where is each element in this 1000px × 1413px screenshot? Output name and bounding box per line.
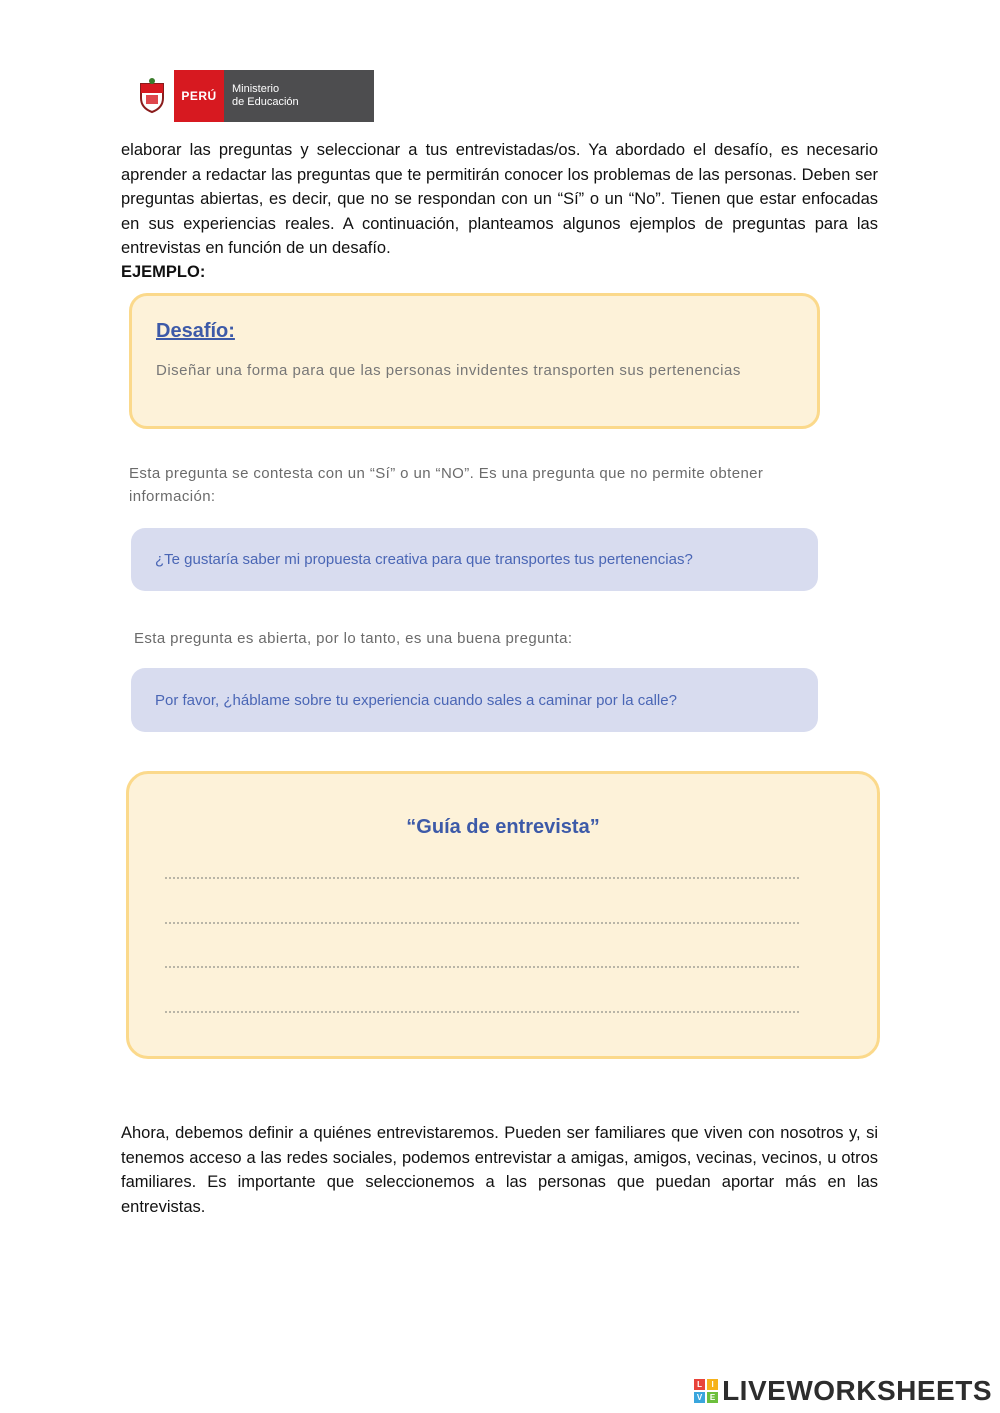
liveworksheets-logo-icon xyxy=(694,1379,718,1403)
answer-line-3[interactable] xyxy=(165,966,799,968)
logo-block-v: V xyxy=(694,1392,705,1403)
closing-paragraph: Ahora, debemos definir a quiénes entrevistaremos. Pueden ser familiares que viven con nosotros y, si tenemos acceso a las redes sociales, podemos entrevistar a amigas, amigos, vecinas, vecinos, u otros familiares. Es importante que seleccionemos a las personas que puedan aportar más en las entrevistas. xyxy=(121,1124,878,1216)
open-question-note: Esta pregunta es abierta, por lo tanto, es una buena pregunta: xyxy=(134,630,573,647)
example-label: EJEMPLO: xyxy=(121,263,206,281)
country-label: PERÚ xyxy=(174,70,224,122)
closed-question-card xyxy=(131,528,818,591)
ministry-line-1: Ministerio xyxy=(232,83,280,95)
open-question-card xyxy=(131,668,818,732)
ministry-line-2: de Educación xyxy=(232,96,299,108)
interview-guide-card xyxy=(126,771,880,1059)
challenge-title: Desafío: xyxy=(156,320,235,342)
liveworksheets-watermark xyxy=(694,1375,992,1407)
open-question-text: Por favor, ¿háblame sobre tu experiencia cuando sales a caminar por la calle? xyxy=(155,691,677,709)
challenge-card xyxy=(129,293,820,429)
coat-of-arms-icon xyxy=(130,70,174,122)
answer-line-4[interactable] xyxy=(165,1011,799,1013)
closed-question-text: ¿Te gustaría saber mi propuesta creativa para que transportes tus pertenencias? xyxy=(155,551,693,568)
logo-block-e: E xyxy=(707,1392,718,1403)
ministry-logo xyxy=(130,70,374,122)
answer-line-1[interactable] xyxy=(165,877,799,879)
intro-paragraph: elaborar las preguntas y seleccionar a tus entrevistadas/os. Ya abordado el desafío, es necesario aprender a redactar las preguntas que te permitirán conocer los problemas de las personas. Deben ser preguntas abiertas, es decir, que no se respondan con un “Sí” o un “No”. Tienen que estar enfocadas en sus experiencias reales. A continuación, planteamos algunos ejemplos de preguntas para las entrevistas en función de un desafío. xyxy=(121,141,878,257)
ministry-label xyxy=(224,70,374,122)
closed-question-note: Esta pregunta se contesta con un “Sí” o un “NO”. Es una pregunta que no permite obtener información: xyxy=(129,465,764,505)
liveworksheets-wordmark: LIVEWORKSHEETS xyxy=(722,1375,992,1406)
answer-line-2[interactable] xyxy=(165,922,799,924)
logo-block-i: I xyxy=(707,1379,718,1390)
interview-guide-title: “Guía de entrevista” xyxy=(406,816,600,838)
challenge-body: Diseñar una forma para que las personas invidentes transporten sus pertenencias xyxy=(156,362,741,379)
logo-block-l: L xyxy=(694,1379,705,1390)
